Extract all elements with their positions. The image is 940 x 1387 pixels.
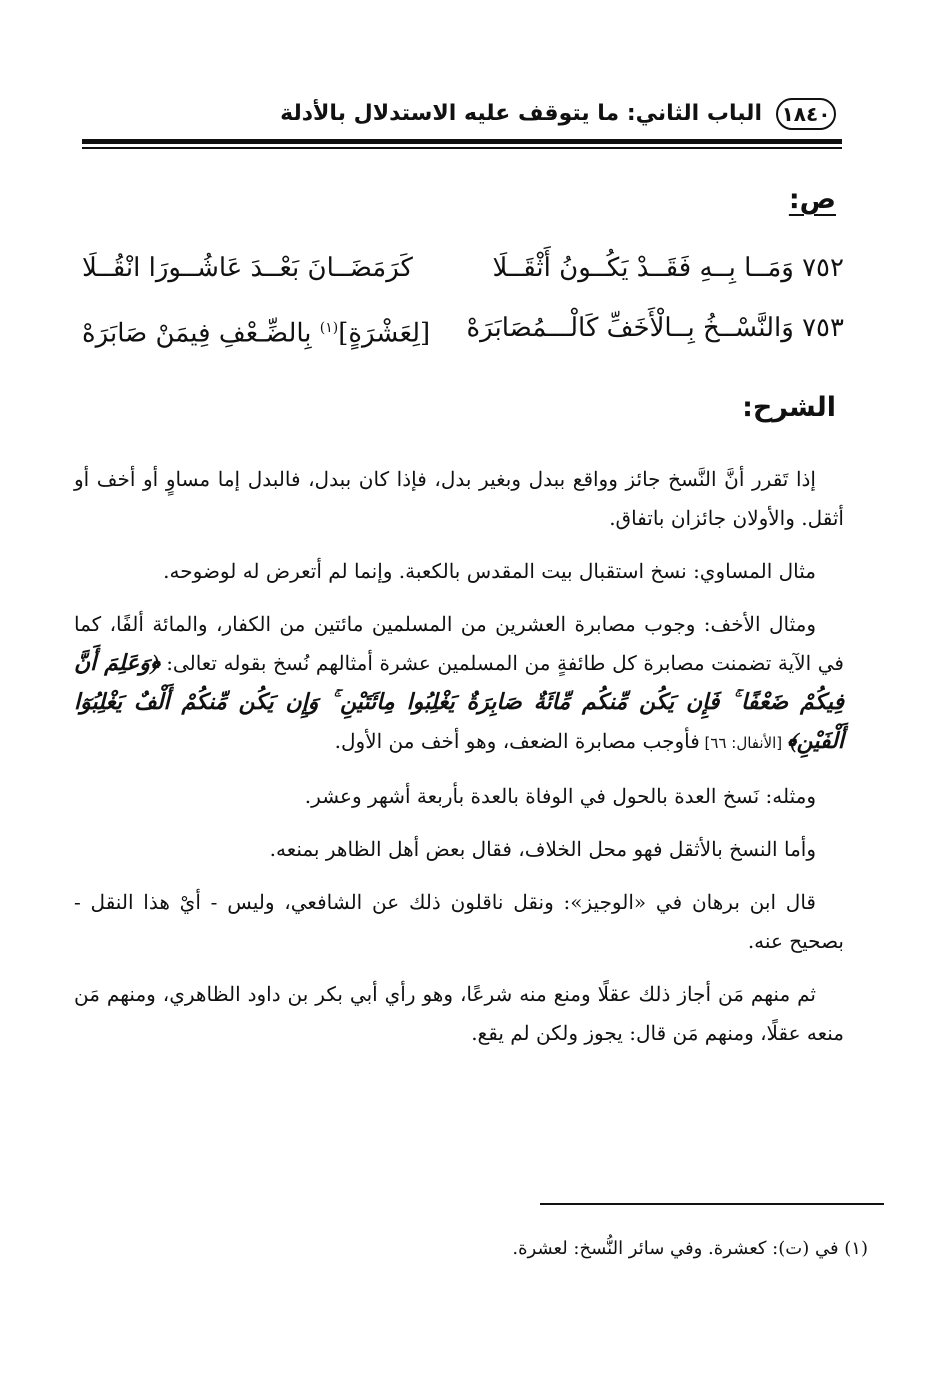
verse-section-label: ص: — [788, 184, 836, 215]
paragraph-1: إذا تَقرر أنَّ النَّسخ جائز وواقع ببدل وبغير بدل، فإذا كان ببدل، فالبدل إما مساوٍ أو أخف أو أثقل. والأولان جائزان باتفاق. — [74, 467, 844, 530]
footnote-separator — [540, 1203, 884, 1205]
commentary-body — [74, 460, 844, 1067]
header-rule-thick — [82, 139, 842, 144]
footnote-1: (١) في (ت): كعشرة. وفي سائر النُّسخ: لعشرة. — [512, 1238, 868, 1259]
verse-752-first-hemistich: ٧٥٢ وَمَــا بِــهِ فَقَــدْ يَكُــونُ أَثْقَــلَا — [492, 253, 844, 283]
chapter-title: الباب الثاني: ما يتوقف عليه الاستدلال بالأدلة — [280, 101, 762, 126]
page-number-badge: ١٨٤٠ — [776, 98, 836, 130]
verse-753-second-hemistich — [82, 306, 452, 356]
paragraph-7: ثم منهم مَن أجاز ذلك عقلًا ومنع منه شرعًا، وهو رأي أبي بكر بن داود الظاهري، ومنهم مَن منعه عقلًا، ومنهم مَن قال: يجوز ولكن لم يقع. — [74, 982, 844, 1045]
paragraph-4: ومثله: نَسخ العدة بالحول في الوفاة بالعدة بأربعة أشهر وعشر. — [304, 784, 816, 808]
paragraph-6: قال ابن برهان في «الوجيز»: ونقل ناقلون ذلك عن الشافعي، وليس - أيْ هذا النقل - بصحيح عنه. — [74, 890, 844, 953]
paragraph-3-intro: ومثال الأخف: وجوب مصابرة العشرين من المسلمين مائتين من الكفار، والمائة ألفًا، كما في الآية تضمنت مصابرة كل طائفةٍ من المسلمين عشرة أمثالهم نُسخ بقوله تعالى: — [74, 612, 844, 675]
quran-reference: [الأنفال: ٦٦] — [699, 734, 787, 752]
commentary-section-label: الشرح: — [742, 392, 836, 423]
footnote-marker: (١) — [319, 320, 339, 336]
verse-753-second-hemistich-rest: بِالضِّـعْفِ فِيمَنْ صَابَرَهْ — [82, 318, 320, 349]
verse-753-bracketed-word: [لِعَشْرَةٍ] — [338, 318, 431, 349]
paragraph-3-conclusion: فأوجب مصابرة الضعف، وهو أخف من الأول. — [334, 729, 700, 753]
quran-quote: ﴿وَعَلِمَ أَنَّ فِيكُمْ ضَعْفًا ۚ فَإِن يَكُن مِّنكُم مِّائَةٌ صَابِرَةٌ يَغْلِبُوا مِائَتَيْنِ ۚ وَإِن يَكُن مِّنكُمْ أَلْفٌ يَغْلِبُوٓا أَلْفَيْنِ﴾ — [74, 650, 844, 754]
header-rule-thin — [82, 147, 842, 149]
paragraph-2: مثال المساوي: نسخ استقبال بيت المقدس بالكعبة. وإنما لم أتعرض له لوضوحه. — [163, 559, 816, 583]
verse-752 — [82, 246, 844, 292]
verse-753-first-hemistich: ٧٥٣ وَالنَّسْــخُ بِــالْأَخَفِّ كَالْـــمُصَابَرَهْ — [466, 313, 844, 343]
page-header — [82, 96, 842, 140]
paragraph-5: وأما النسخ بالأثقل فهو محل الخلاف، فقال بعض أهل الظاهر بمنعه. — [269, 837, 816, 861]
verse-753 — [82, 306, 844, 352]
verse-752-second-hemistich: كَرَمَضَــانَ بَعْــدَ عَاشُــورَا انْقُــلَا — [82, 253, 413, 283]
paragraph-3 — [74, 605, 844, 763]
